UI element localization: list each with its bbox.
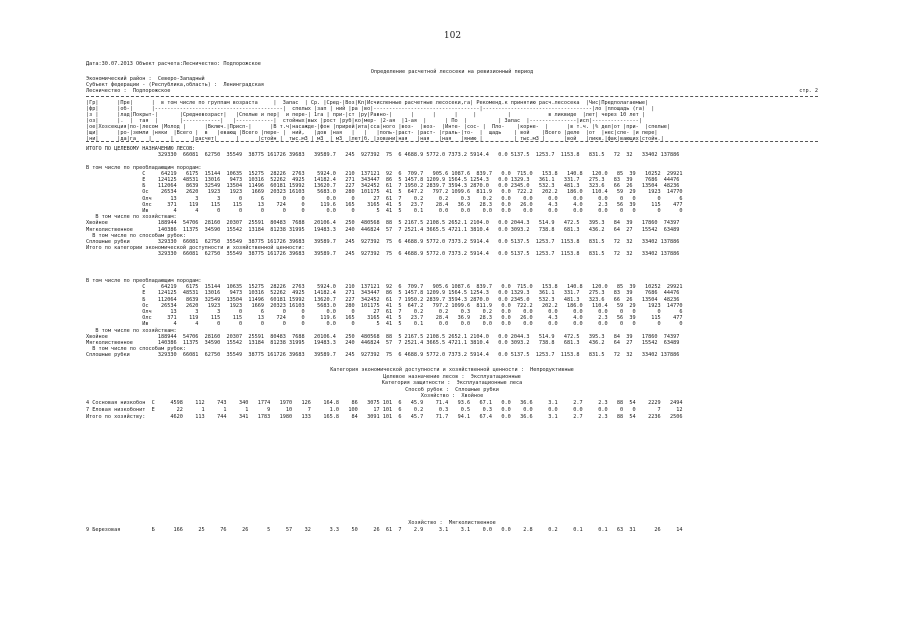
section-heading: Категория экономической доступности и хозяйственной ценности : Непродуктивные [330,367,574,373]
page-label: стр. 2 [799,88,818,94]
report-title: Определение расчетной лесосеки на ревизионный период [370,69,534,75]
table-row: В том числе по способам рубок: [86,232,186,239]
table-row: Олс 371 119 115 115 13 724 0 119.6 165 3165 41 5 23.7 28.4 36.9 28.3 0.0 26.0 4.3 4.0 2.3 56 39 115 477 [86,315,683,322]
table-row: Олч 13 3 3 0 6 0 0 0.0 0 27 61 7 0.2 0.2 0.3 0.2 0.0 0.0 0.0 0.0 0.0 0 0 0 6 [86,309,683,315]
section-heading: Способ рубок : Сплошные рубки [405,386,499,393]
table-row: 329330 66081 62750 35549 38775 161726 39683 39589.7 245 927392 75 6 4688.9 5772.0 7373.2 5914.4 0.0 5137.5 1253.7 1153.8 831.5 72 32 33402 137886 [86,251,680,258]
table-row: Хвойное 188944 54706 28160 20307 25591 80483 7688 20106.4 250 480568 88 5 2167.5 2108.5 2652.1 2104.0 0.0 2044.3 514.9 472.5 395.3 84 39 17860 74397 [86,333,680,340]
table-row: Сплошные рубки 329330 66081 62750 35549 38775 161726 39683 39589.7 245 927392 75 6 4688.9 5772.0 7373.2 5914.4 0.0 5137.5 1253.7 1153.8 831.5 72 32 33402 137886 [86,239,680,245]
table-row: Ив 4 4 0 0 0 0 0 0.0 0 5 41 5 0.1 0.0 0.0 0.0 0.0 0.0 0.0 0.0 0.0 0 0 0 0 [86,321,683,328]
table-row: Е 124125 48531 13016 9473 10316 52262 4925 14182.4 271 343447 86 5 1457.8 1209.9 1564.5 1254.3 0.0 1329.3 361.1 331.7 275.3 83 39 7686 44476 [86,177,680,183]
header-line: |ое|Хозсекция|по-|лесом |Молод | |Включ.|Присп-| |В т.ч|насажде-|фон |прирей|ита|сса|ного |воз- |воз- |Инте- |сос- | Пло- |корне- | |в т.ч. |% дел|от |при- |спелые| [86,124,671,130]
table-row: Б 112064 8639 32549 13504 11496 60181 15992 13620.7 227 342452 61 7 1950.2 2839.7 3594.3 2870.0 0.0 2345.0 532.3 481.3 323.6 66 26 13504 48236 [86,183,680,190]
table-row: Итого по категории экономической доступности и хозяйственной ценности: [86,245,305,252]
section-heading: Целевое назначение лесов : Эксплуатационные [383,373,521,380]
table-row: Мягколиственное 140386 11375 34590 15542 13184 81238 31995 19483.3 240 446824 57 7 2521.4 3665.5 4721.1 3810.4 0.0 3093.2 738.8 681.3 436.2 64 27 15542 63489 [86,340,680,346]
table-row: С 64219 6175 15144 10635 15275 28226 2763 5924.0 210 137121 92 6 709.7 905.6 1087.6 839.7 0.0 715.0 153.8 140.8 120.0 85 39 10252 29921 [86,284,683,291]
table-top-rule [86,96,818,97]
table-row: В том числе по преобладающим породам: [86,164,202,171]
header-line: |ни| |да|га | | |расчет| | |стойн | тыс.м3 | м3 | м3 |лет|б. |зовани|ная |ная |ная |янию | | тыс.м3 | |вой |ликв.|фак|вающих|стойн.| [86,136,664,142]
page-number: 102 [443,31,462,41]
table-row: Ос 26534 2620 1923 1923 1669 20323 16103 5683.0 280 101175 41 5 647.2 797.2 1099.6 811.9 0.0 722.2 202.2 186.0 110.4 59 29 1923 14770 [86,302,683,309]
header-line: |з | |лад|Покрыт-| |Средневозраст| |Спелые и пер| и пере-| 1га | при-|ст |ру|Равно-| | | | | | в ликвиде |лет| через 10 лет | [86,112,646,118]
table-row: В том числе по хозяйствам: [86,327,177,334]
economic-region: Экономический район : Северо-Западный [86,76,205,82]
header-line: |щи| |ро-|земли |няки |Всего | в |евающ |Всего |пере- | ний, |дов |ная | | |поль-|раст- |раст- |грaль-|то- | щадь | вой |Всего |деле |от |нес|спе- |и пере| [86,130,658,136]
table-row: Итого по хозяйству: 4620 113 744 341 1783 1980 133 165.8 84 3091 101 6 45.7 71.7 94.1 67.4 0.0 36.6 3.1 2.7 2.3 88 54 2236 2506 [86,414,683,420]
table-row: Сплошные рубки 329330 66081 62750 35549 38775 161726 39683 39589.7 245 927392 75 6 4688.9 5772.0 7373.2 5914.4 0.0 5137.5 1253.7 1153.8 831.5 72 32 33402 137886 [86,352,680,359]
table-row: В том числе по хозяйствам: [86,214,177,221]
table-row: Ив 4 4 0 0 0 0 0 0.0 0 5 41 5 0.1 0.0 0.0 0.0 0.0 0.0 0.0 0.0 0.0 0 0 0 0 [86,208,683,214]
table-header-rule [86,141,818,142]
table-row: 329330 66081 62750 35549 38775 161726 39683 39589.7 245 927392 75 6 4688.9 5772.0 7373.2 5914.4 0.0 5137.5 1253.7 1153.8 831.5 72 32 33402 137886 [86,152,680,159]
header-line: |Гр| |Пре| | в том числе по группам возраста | Запас | Ср. |Сред-|Воз|Кл|Исчисленные расчетные лесосеки,га| Рекоменд.к принятию расч.лесосека |Чис|Предполагаемые| [86,100,649,106]
table-row: 7 Еловая низкобонит Е 22 1 1 1 9 10 7 1.0 100 17 101 6 0.2 0.3 0.5 0.3 0.0 0.0 0.0 0.0 0.0 0 0 7 12 [86,407,683,413]
table-row: Мягколиственное 140386 11375 34590 15542 13184 81238 31995 19483.3 240 446824 57 7 2521.4 3665.5 4721.1 3810.4 0.0 3093.2 738.8 681.3 436.2 64 27 15542 63489 [86,226,680,233]
table-row: В том числе по способам рубок: [86,346,186,353]
table-row: В том числе по преобладающим породам: [86,278,202,284]
household-heading-deciduous: Хозяйство : Мягколиственное [408,520,496,526]
table-row: Б 112064 8639 32549 13504 11496 60181 15992 13620.7 227 342452 61 7 1950.2 2839.7 3594.3 2870.0 0.0 2345.0 532.3 481.3 323.6 66 26 13504 48236 [86,296,680,303]
table-row: 9 Березовая Б 166 25 76 26 5 57 32 3.3 50 26 61 7 2.9 3.1 3.1 0.0 0.0 2.8 0.2 0.1 0.1 63 31 26 14 [86,527,683,533]
date-line: Дата:30.07.2013 Объект расчета:Лесничество: Подпорожское [86,61,261,67]
table-row: Ос 26534 2620 1923 1923 1669 20323 16103 5683.0 280 101175 41 5 647.2 797.2 1099.6 811.9 0.0 722.2 202.2 186.0 110.4 59 29 1923 14770 [86,189,683,196]
table-row: Олс 371 119 115 115 13 724 0 119.6 165 3165 41 5 23.7 28.4 36.9 28.3 0.0 26.0 4.3 4.0 2.3 56 39 115 477 [86,201,683,208]
table-row: Хвойное 188944 54706 28160 20307 25591 80483 7688 20106.4 250 480568 88 5 2167.5 2108.5 2652.1 2104.0 0.0 2044.3 514.9 472.5 395.3 84 39 17860 74397 [86,220,680,227]
federal-subject: Субъект федерации - (Республика,область) : Ленинградская [86,82,265,88]
table-row: ИТОГО ПО ЦЕЛЕВОМУ НАЗНАЧЕНИЮ ЛЕСОВ: [86,146,196,152]
header-line: |фр| |об-| |-----------------------------------------| спелых |зап | ний |ра |во|----------------------------------|-----------------------------------|лo |площадь (га) | [86,106,655,112]
header-line: |оз| |. | тая | |------------| |------------| стойных|вых |рост |руб|ко|мер- |2-ая |1-ая | | По | | Запас |---------------|исп|---------------| [86,118,642,124]
table-row: Олч 13 3 3 0 6 0 0 0.0 0 27 61 7 0.2 0.2 0.3 0.2 0.0 0.0 0.0 0.0 0.0 0 0 0 6 [86,195,683,202]
forestry-name: Лесничество : Подпорожское [86,88,171,94]
section-heading: Хозяйство : Хвойное [420,393,484,399]
table-row: Е 124125 48531 13016 9473 10316 52262 4925 14182.4 271 343447 86 5 1457.8 1209.9 1564.5 1254.3 0.0 1329.3 361.1 331.7 275.3 83 39 7686 44476 [86,290,680,297]
table-row: С 64219 6175 15144 10635 15275 28226 2763 5924.0 210 137121 92 6 709.7 905.6 1087.6 839.7 0.0 715.0 153.8 140.8 120.0 85 39 10252 29921 [86,170,683,177]
table-row: 4 Сосновая низкобон С 4598 112 743 340 1774 1970 126 164.8 86 3075 101 6 45.9 71.4 93.6 67.1 0.0 36.6 3.1 2.7 2.3 88 54 2229 2494 [86,400,683,406]
section-heading: Категория защитности : Эксплуатационные леса [381,380,523,386]
